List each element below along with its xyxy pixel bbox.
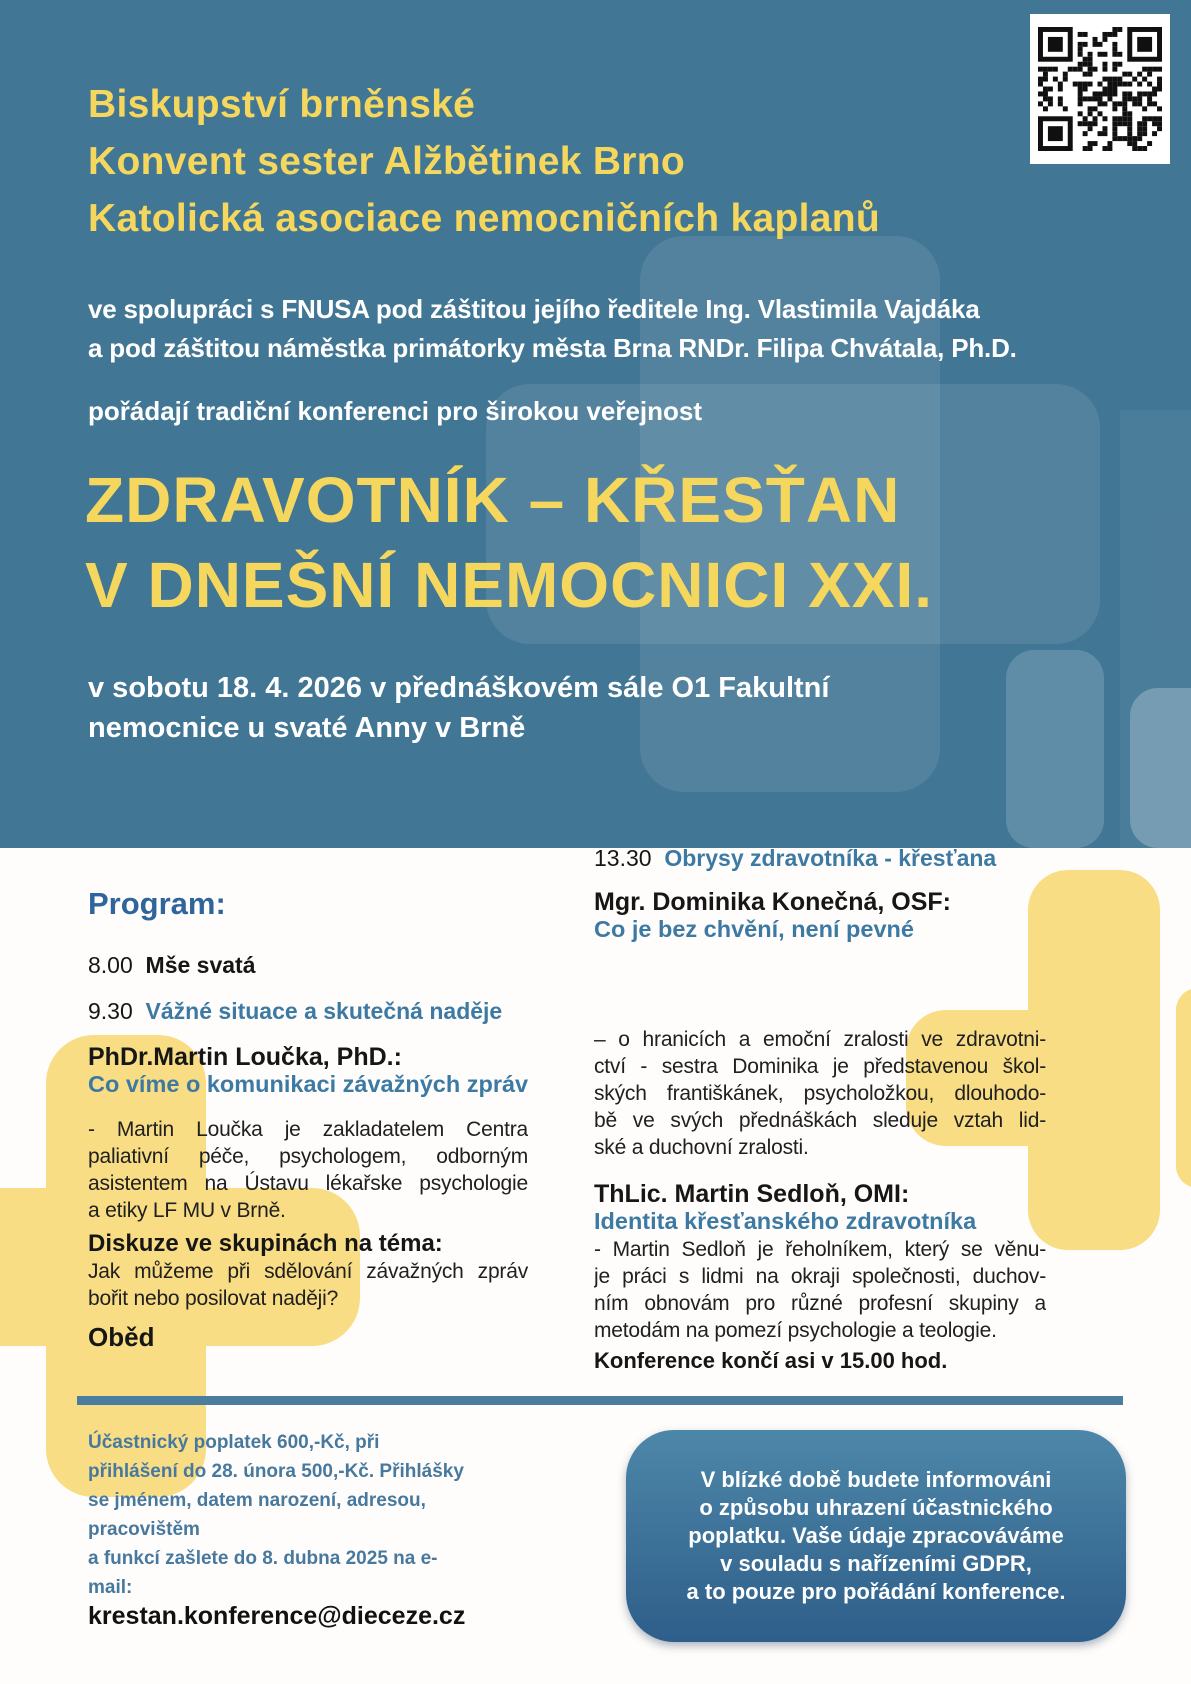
schedule-item-time: 8.00 bbox=[88, 952, 133, 978]
divider-line bbox=[77, 1396, 1123, 1405]
speaker-bio-line: asistentem na Ústavu lékařske psychologie bbox=[88, 1172, 528, 1195]
conference-title-line: V DNEŠNÍ NEMOCNICI XXI. bbox=[85, 549, 933, 621]
speaker-bio-line: ských františkánek, psycholožkou, dlouhodo- bbox=[594, 1082, 1046, 1105]
yellow-cross-edge-strip bbox=[1176, 988, 1191, 1188]
speaker-bio-line: – o hranicích a emoční zralosti ve zdravotni- bbox=[594, 1028, 1046, 1051]
speaker-bio bbox=[594, 1236, 1046, 1344]
schedule-item-930 bbox=[88, 998, 502, 1025]
gdpr-line: v souladu s nařízeními GDPR, bbox=[720, 1551, 1032, 1576]
speaker-bio-line: bě ve svých přednáškách sleduje vztah lid- bbox=[594, 1109, 1046, 1132]
speaker-bio-line: ním obnovám pro různé profesní skupiny a bbox=[594, 1292, 1046, 1315]
discussion-text bbox=[88, 1258, 528, 1312]
schedule-item-title: Vážné situace a skutečná naděje bbox=[145, 998, 503, 1024]
conference-date-line: v sobotu 18. 4. 2026 v přednáškovém sále O1 Fakultní bbox=[88, 672, 830, 704]
speaker-bio-line: a etiky LF MU v Brně. bbox=[88, 1199, 286, 1222]
registration-line: se jménem, datem narození, adresou, bbox=[88, 1490, 426, 1511]
patronage-line: ve spolupráci s FNUSA pod záštitou jejího ředitele Ing. Vlastimila Vajdáka bbox=[88, 294, 980, 324]
speaker-name: Mgr. Dominika Konečná, OSF: bbox=[594, 888, 951, 916]
gdpr-line: o způsobu uhrazení účastnického bbox=[699, 1495, 1053, 1520]
gdpr-line: V blízké době budete informováni bbox=[700, 1467, 1052, 1492]
schedule-item-title: Obrysy zdravotníka - křesťana bbox=[664, 845, 997, 871]
registration-line: přihlášení do 28. února 500,-Kč. Přihlášky bbox=[88, 1461, 464, 1482]
decor-cross-piece-2 bbox=[1130, 688, 1191, 848]
schedule-item-1330 bbox=[594, 845, 996, 872]
speaker-bio-line: - Martin Sedloň je řeholníkem, který se věnu- bbox=[594, 1238, 1046, 1261]
speaker-bio bbox=[88, 1116, 528, 1224]
registration-line: Účastnický poplatek 600,-Kč, při bbox=[88, 1432, 380, 1453]
conference-title bbox=[85, 458, 933, 628]
decor-cross-piece-1 bbox=[1006, 650, 1104, 848]
patronage-line: a pod záštitou náměstka primátorky města Brna RNDr. Filipa Chvátala, Ph.D. bbox=[88, 333, 1017, 363]
gdpr-box bbox=[626, 1430, 1126, 1642]
patronage-lines bbox=[88, 290, 1017, 368]
talk-title: Identita křesťanského zdravotníka bbox=[594, 1208, 977, 1234]
conference-date-line: nemocnice u svaté Anny v Brně bbox=[88, 712, 526, 744]
schedule-item-time: 9.30 bbox=[88, 998, 133, 1024]
program-section bbox=[0, 845, 1191, 1684]
speaker-bio-line: ské a duchovní zralosti. bbox=[594, 1136, 809, 1159]
talk-title: Co víme o komunikaci závažných zpráv bbox=[88, 1071, 529, 1097]
closing-note: Konference končí asi v 15.00 hod. bbox=[594, 1348, 948, 1373]
gdpr-line: a to pouze pro pořádání konference. bbox=[686, 1579, 1066, 1604]
registration-line: a funkcí zašlete do 8. dubna 2025 na e- bbox=[88, 1548, 438, 1569]
registration-line: pracovištěm bbox=[88, 1519, 200, 1540]
organizer-line: Biskupství brněnské bbox=[88, 83, 476, 126]
registration-email: krestan.konference@dieceze.cz bbox=[88, 1602, 466, 1630]
lunch-label: Oběd bbox=[88, 1322, 155, 1352]
organizer-line: Konvent sester Alžbětinek Brno bbox=[88, 140, 686, 183]
speaker-bio-line: metodám na pomezí psychologie a teologie. bbox=[594, 1319, 997, 1342]
qr-modules bbox=[1038, 23, 1162, 155]
speaker-bio bbox=[594, 1026, 1046, 1161]
conference-title-line: ZDRAVOTNÍK – KŘESŤAN bbox=[85, 464, 901, 536]
speaker-bio-line: ctví - sestra Dominika je představenou škol- bbox=[594, 1055, 1046, 1078]
speaker-name: PhDr.Martin Loučka, PhD.: bbox=[88, 1043, 402, 1071]
program-heading: Program: bbox=[88, 886, 226, 921]
speaker-name: ThLic. Martin Sedloň, OMI: bbox=[594, 1180, 910, 1208]
registration-info bbox=[88, 1428, 465, 1631]
schedule-item-time: 13.30 bbox=[594, 845, 652, 871]
speaker-bio-line: je práci s lidmi na okraji společnosti, duchov- bbox=[594, 1265, 1046, 1288]
discussion-line: bořit nebo posilovat naději? bbox=[88, 1287, 339, 1310]
speaker-bio-line: paliativní péče, psychologem, odborným bbox=[88, 1145, 528, 1168]
conference-date bbox=[88, 668, 829, 748]
schedule-item-title: Mše svatá bbox=[145, 952, 256, 978]
gdpr-line: poplatku. Vaše údaje zpracováváme bbox=[688, 1523, 1064, 1548]
schedule-item-mass bbox=[88, 952, 256, 979]
speaker-bio-line: - Martin Loučka je zakladatelem Centra bbox=[88, 1118, 528, 1141]
intro-line: pořádají tradiční konferenci pro širokou veřejnost bbox=[88, 396, 703, 426]
registration-line: mail: bbox=[88, 1577, 133, 1598]
organizer-lines bbox=[88, 76, 880, 247]
organizer-line: Katolická asociace nemocničních kaplanů bbox=[88, 197, 881, 240]
talk-title: Co je bez chvění, není pevné bbox=[594, 916, 914, 942]
discussion-heading: Diskuze ve skupinách na téma: bbox=[88, 1230, 443, 1257]
qr-code bbox=[1030, 14, 1170, 164]
discussion-line: Jak můžeme při sdělování závažných zpráv bbox=[88, 1260, 528, 1283]
